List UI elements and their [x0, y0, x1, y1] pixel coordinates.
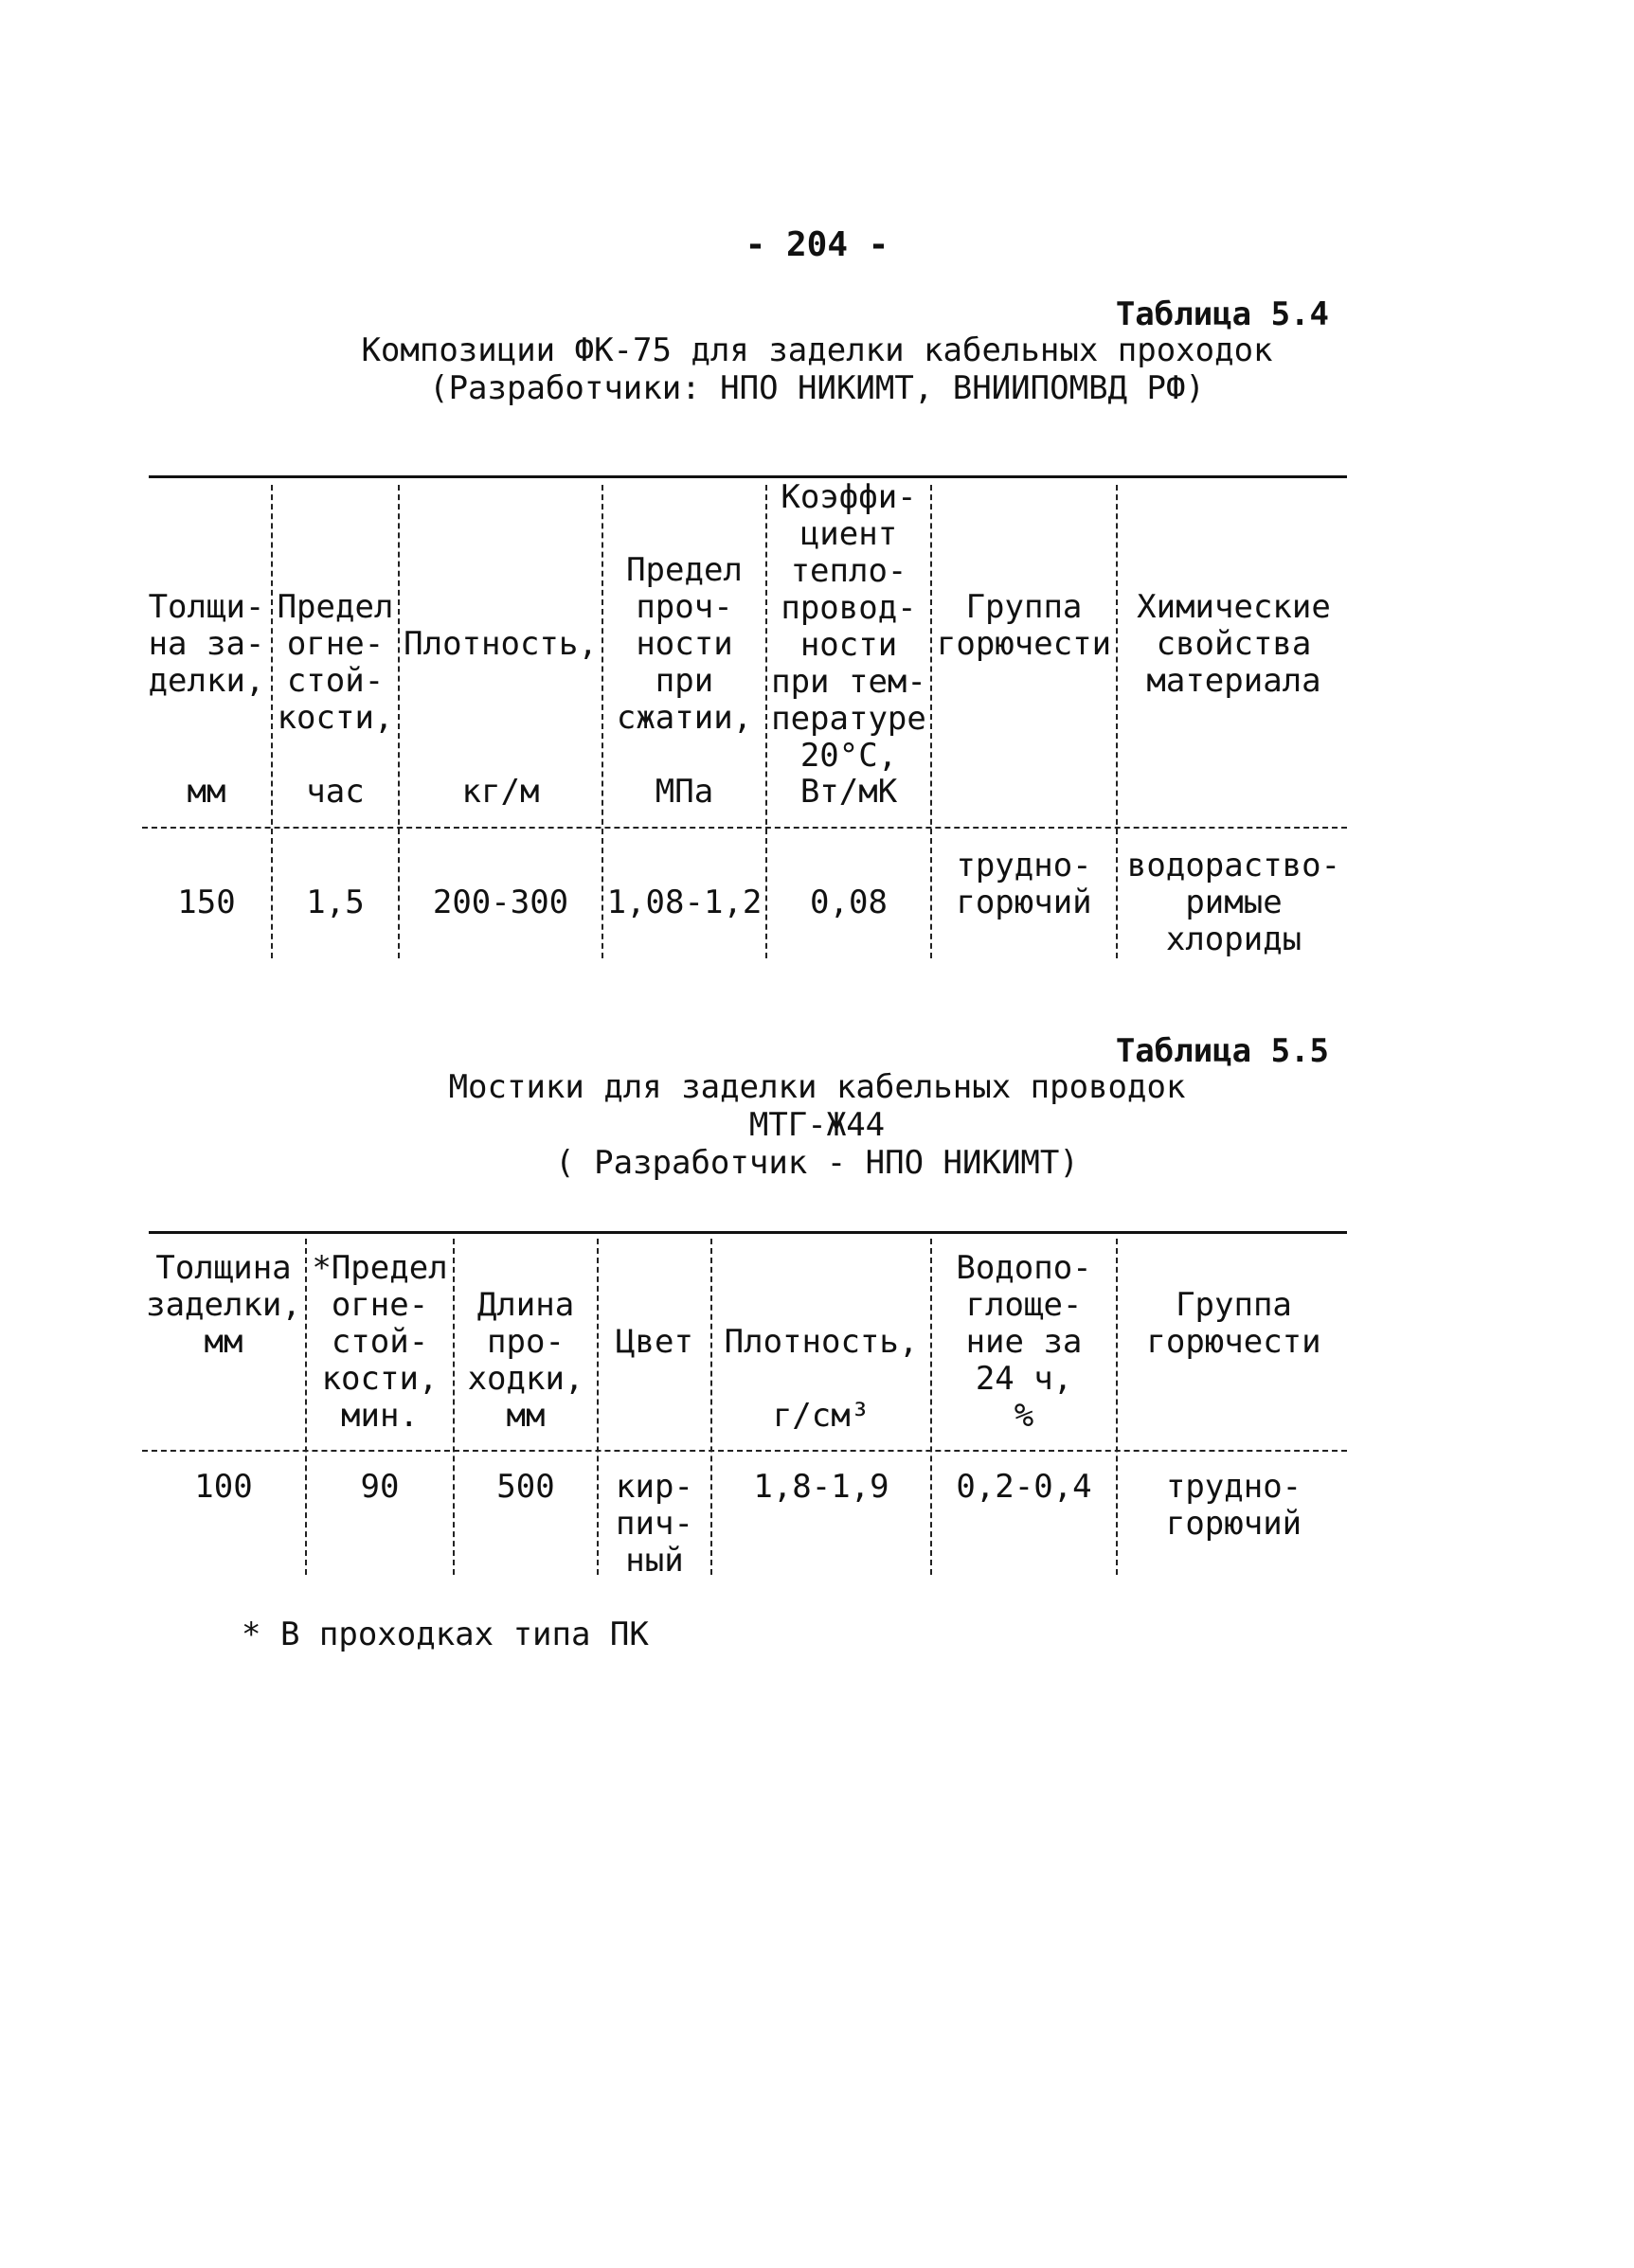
table-5-5-header-length: Длина про- ходки, мм	[467, 1286, 584, 1435]
table-5-4-header-separator	[142, 827, 1347, 829]
table-5-5-cell-length: 500	[496, 1468, 555, 1506]
table-5-5-cell-fire-resistance: 90	[360, 1468, 400, 1506]
table-5-4-header-strength: Предел проч- ности при сжатии,	[616, 551, 753, 737]
table-5-4-header-chemical: Химические свойства материала	[1137, 588, 1331, 700]
table-5-4-header-conductivity: Коэффи- циент тепло- провод- ности при тем- пературе 20°С,	[771, 478, 926, 775]
table-5-5-top-rule	[149, 1231, 1347, 1234]
table-5-5-cell-thickness: 100	[194, 1468, 253, 1506]
footnote: * В проходках типа ПК	[242, 1616, 649, 1653]
table-5-4-header-density: Плотность,	[404, 625, 598, 663]
table-5-5-cell-flammability: трудно- горючий	[1165, 1468, 1302, 1543]
table-5-5-label: Таблица 5.5	[1115, 1032, 1329, 1070]
table-5-4-unit: мм	[187, 773, 226, 811]
table-5-4-unit: МПа	[655, 773, 714, 811]
table-5-4-cell-fire-resistance: 1,5	[306, 884, 365, 921]
table-5-5-caption-line2: МТГ-Ж44	[748, 1106, 886, 1144]
table-5-4-header-thickness: Толщи- на за- делки,	[148, 588, 265, 700]
table-5-4-cell-conductivity: 0,08	[810, 884, 888, 921]
table-5-4-cell-thickness: 150	[177, 884, 236, 921]
table-5-5-caption-line1: Мостики для заделки кабельных проводок	[448, 1068, 1186, 1106]
table-5-4-cell-flammability: трудно- горючий	[956, 847, 1092, 921]
table-5-4-cell-density: 200-300	[432, 884, 569, 921]
table-5-4-unit: час	[306, 773, 365, 811]
table-5-5-header-thickness: Толщина заделки, мм	[146, 1249, 301, 1361]
table-5-4-top-rule	[149, 475, 1347, 478]
table-5-4-cell-chemical: водораство- римые хлориды	[1126, 847, 1341, 958]
table-5-4-unit: кг/м	[461, 773, 540, 811]
table-5-5-cell-water-absorption: 0,2-0,4	[956, 1468, 1092, 1506]
table-5-4-caption-line1: Композиции ФК-75 для заделки кабельных проходок	[361, 331, 1273, 369]
table-5-4-header-fire-resistance: Предел огне- стой- кости,	[277, 588, 394, 737]
table-5-5-header-fire-resistance: *Предел огне- стой- кости, мин.	[312, 1249, 448, 1435]
table-5-5-header-flammability: Группа горючести	[1146, 1286, 1321, 1361]
table-5-4-label: Таблица 5.4	[1115, 295, 1329, 333]
table-5-5-cell-density: 1,8-1,9	[753, 1468, 889, 1506]
table-5-4-caption-line2: (Разработчики: НПО НИКИМТ, ВНИИПОМВД РФ)	[429, 369, 1205, 407]
table-5-5-header-color: Цвет	[616, 1323, 693, 1361]
table-5-4-unit: Вт/мК	[799, 773, 898, 811]
table-5-5-header-water-absorption: Водопо- глоще- ние за 24 ч, %	[956, 1249, 1092, 1435]
table-5-5-caption-line3: ( Разработчик - НПО НИКИМТ)	[555, 1144, 1079, 1182]
table-5-4-header-flammability: Группа горючести	[936, 588, 1112, 663]
page-number: - 204 -	[745, 225, 889, 264]
table-5-5-header-separator	[142, 1450, 1347, 1452]
table-5-4-cell-strength: 1,08-1,2	[606, 884, 763, 921]
table-5-5-header-density: Плотность, г/см³	[724, 1323, 919, 1435]
table-5-5-cell-color: кир- пич- ный	[616, 1468, 693, 1580]
